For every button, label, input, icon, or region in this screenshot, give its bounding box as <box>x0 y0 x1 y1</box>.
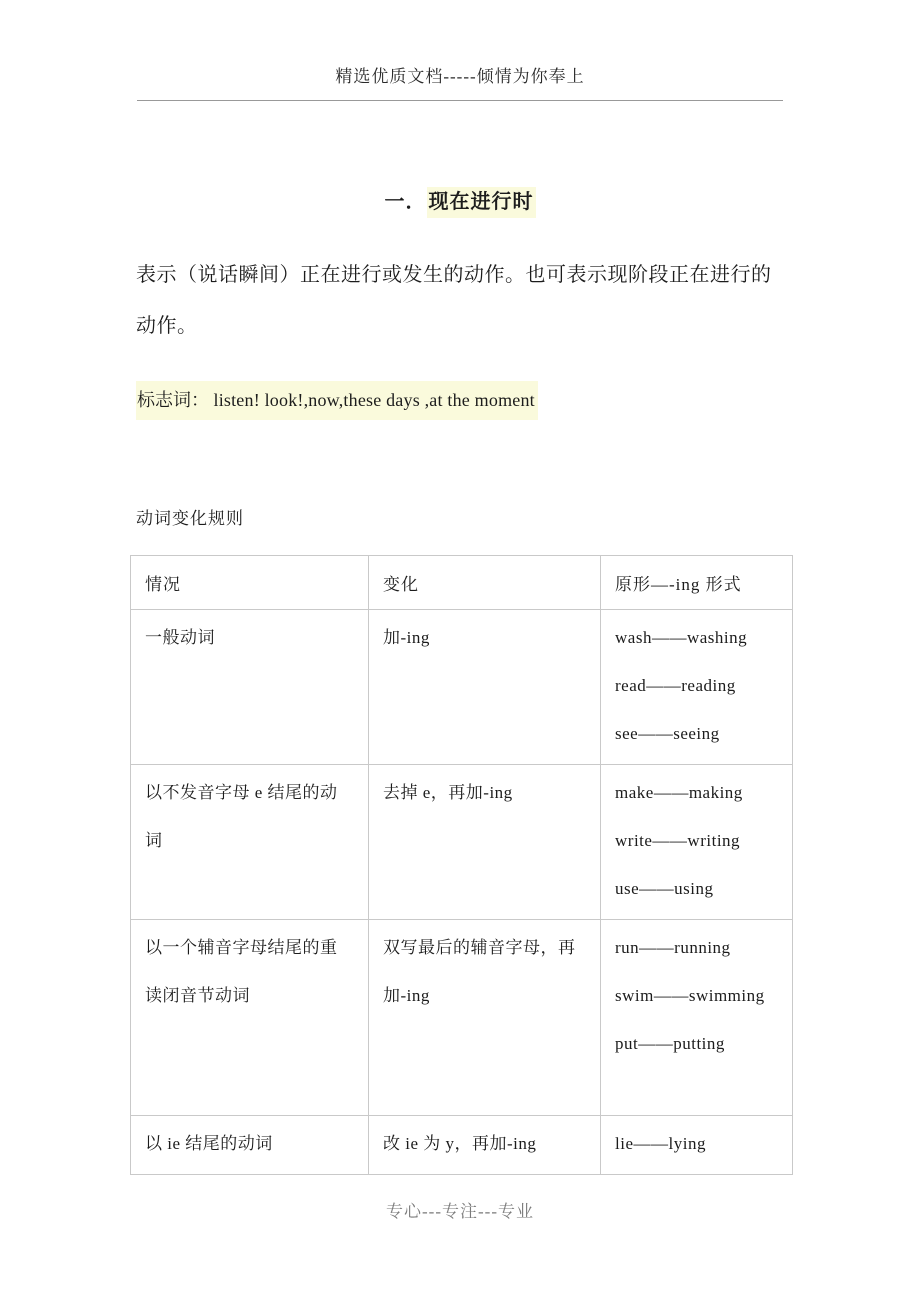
table-header-row <box>131 556 793 610</box>
marker-words-line <box>136 386 784 412</box>
cell-examples <box>601 765 793 920</box>
example-line: swim——swimming <box>615 986 765 1005</box>
marker-words: listen! look!,now,these days ,at the moment <box>213 390 535 410</box>
cell-examples <box>601 1116 793 1175</box>
example-line: use——using <box>615 879 714 898</box>
example-line: run——running <box>615 938 731 957</box>
cell-change: 改 ie 为 y，再加-ing <box>369 1116 601 1175</box>
cell-situation: 以 ie 结尾的动词 <box>131 1116 369 1175</box>
example-line: write——writing <box>615 831 741 850</box>
table-row <box>131 920 793 1116</box>
example-line: put——putting <box>615 1034 725 1053</box>
cell-situation: 以一个辅音字母结尾的重读闭音节动词 <box>131 920 369 1116</box>
cell-situation: 以不发音字母 e 结尾的动词 <box>131 765 369 920</box>
rules-caption: 动词变化规则 <box>136 509 244 528</box>
verb-rules-table <box>130 555 793 1175</box>
example-line: read——reading <box>615 676 736 695</box>
table-row <box>131 610 793 765</box>
col-header-situation: 情况 <box>131 556 369 610</box>
title-number: 一． <box>384 191 427 213</box>
marker-highlight-band <box>136 381 538 420</box>
col-header-change: 变化 <box>369 556 601 610</box>
header-rule <box>137 100 783 101</box>
page-header-text: 精选优质文档-----倾情为你奉上 <box>335 67 585 86</box>
table-row <box>131 765 793 920</box>
cell-examples <box>601 920 793 1116</box>
cell-situation: 一般动词 <box>131 610 369 765</box>
col-header-forms: 原形—-ing 形式 <box>601 556 793 610</box>
page-title <box>0 185 920 214</box>
example-line: lie——lying <box>615 1134 706 1153</box>
title-highlighted-text: 现在进行时 <box>427 187 536 218</box>
marker-label: 标志词： <box>137 390 209 410</box>
intro-paragraph: 表示（说话瞬间）正在进行或发生的动作。也可表示现阶段正在进行的动作。 <box>136 264 772 337</box>
cell-change: 双写最后的辅音字母，再加-ing <box>369 920 601 1116</box>
cell-change: 去掉 e，再加-ing <box>369 765 601 920</box>
cell-change: 加-ing <box>369 610 601 765</box>
example-line: wash——washing <box>615 628 748 647</box>
page-footer-text: 专心---专注---专业 <box>386 1202 534 1221</box>
table-row <box>131 1116 793 1175</box>
example-line: make——making <box>615 783 743 802</box>
example-line: see——seeing <box>615 724 720 743</box>
cell-examples <box>601 610 793 765</box>
